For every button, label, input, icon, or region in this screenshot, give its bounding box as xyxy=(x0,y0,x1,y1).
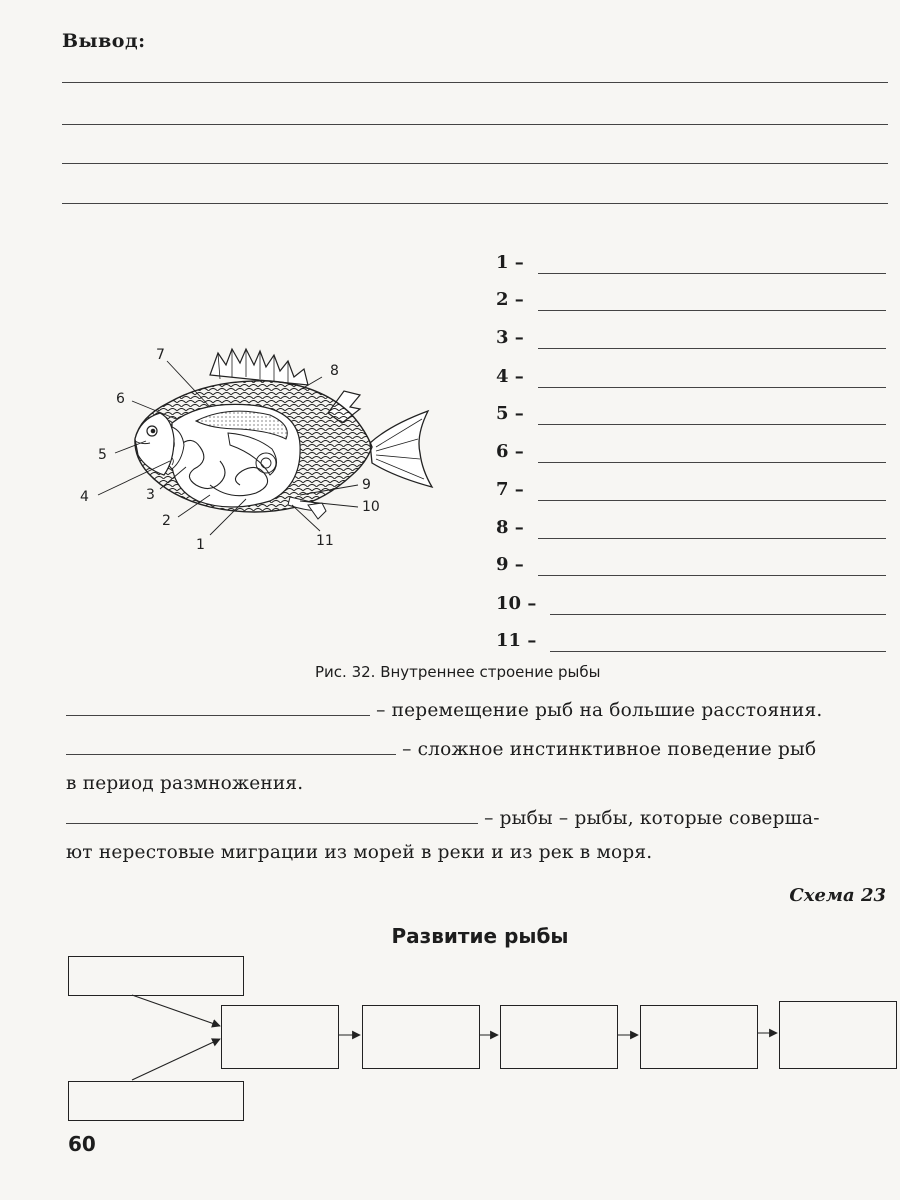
figure-caption: Рис. 32. Внутреннее строение рыбы xyxy=(315,663,601,681)
definition-text: – перемещение рыб на большие расстояния. xyxy=(376,700,823,721)
answer-number: 8 – xyxy=(496,517,524,538)
answer-line[interactable] xyxy=(550,651,886,652)
answer-row-5 xyxy=(496,403,890,427)
answer-number: 9 – xyxy=(496,554,524,575)
definition-migration xyxy=(66,694,896,728)
dorsal-fin xyxy=(210,349,308,385)
answer-number: 6 – xyxy=(496,441,524,462)
answer-line[interactable] xyxy=(538,273,886,274)
answer-number: 3 – xyxy=(496,327,524,348)
fig-label-9: 9 xyxy=(362,477,371,493)
fill-in-blank[interactable] xyxy=(66,809,478,824)
tail-fin xyxy=(370,411,432,487)
answer-row-2 xyxy=(496,289,890,313)
answer-row-3 xyxy=(496,327,890,351)
fish-head xyxy=(135,413,174,475)
answer-line[interactable] xyxy=(538,387,886,388)
scheme-arrows xyxy=(0,940,900,1140)
fill-in-blank[interactable] xyxy=(66,701,370,716)
answer-line[interactable] xyxy=(538,538,886,539)
definition-text: ют нерестовые миграции из морей в реки и из рек в моря. xyxy=(66,842,653,863)
fig-label-11: 11 xyxy=(316,533,334,549)
answer-line[interactable] xyxy=(538,500,886,501)
definition-spawning xyxy=(66,733,896,801)
definition-text: в период размножения. xyxy=(66,773,304,794)
arrow xyxy=(132,995,220,1026)
fig-label-5: 5 xyxy=(98,447,107,463)
answer-line[interactable] xyxy=(538,310,886,311)
answer-line[interactable] xyxy=(538,462,886,463)
answer-line[interactable] xyxy=(538,424,886,425)
answer-number: 4 – xyxy=(496,366,524,387)
answer-number: 5 – xyxy=(496,403,524,424)
fig-label-6: 6 xyxy=(116,391,125,407)
page-number: 60 xyxy=(68,1132,96,1156)
answer-number: 7 – xyxy=(496,479,524,500)
fill-in-blank[interactable] xyxy=(66,740,396,755)
definition-text: – сложное инстинктивное поведение рыб xyxy=(402,739,817,760)
answer-number: 10 – xyxy=(496,593,537,614)
answer-row-8 xyxy=(496,517,890,541)
definition-text: – рыбы – рыбы, которые соверша- xyxy=(484,808,820,829)
conclusion-line-4[interactable] xyxy=(62,203,888,204)
fish-diagram xyxy=(60,335,460,560)
fig-label-4: 4 xyxy=(80,489,89,505)
answer-row-6 xyxy=(496,441,890,465)
arrow xyxy=(132,1039,220,1080)
scheme-label: Схема 23 xyxy=(789,885,886,906)
answer-row-10 xyxy=(496,593,890,617)
answer-number: 11 – xyxy=(496,630,537,651)
fig-label-1: 1 xyxy=(196,537,205,553)
fig-label-2: 2 xyxy=(162,513,171,529)
fig-label-3: 3 xyxy=(146,487,155,503)
fig-label-7: 7 xyxy=(156,347,165,363)
answer-row-9 xyxy=(496,554,890,578)
answer-number: 1 – xyxy=(496,252,524,273)
scheme-title: Развитие рыбы xyxy=(391,924,569,948)
conclusion-line-2[interactable] xyxy=(62,124,888,125)
answer-row-1 xyxy=(496,252,890,276)
definition-anadromous xyxy=(66,802,896,870)
fig-label-10: 10 xyxy=(362,499,380,515)
fig-label-8: 8 xyxy=(330,363,339,379)
answer-line[interactable] xyxy=(538,348,886,349)
answer-row-4 xyxy=(496,366,890,390)
answer-line[interactable] xyxy=(550,614,886,615)
answer-row-7 xyxy=(496,479,890,503)
answer-row-11 xyxy=(496,630,890,654)
answer-number: 2 – xyxy=(496,289,524,310)
conclusion-title: Вывод: xyxy=(62,30,146,52)
conclusion-line-3[interactable] xyxy=(62,163,888,164)
answer-line[interactable] xyxy=(538,575,886,576)
conclusion-line-1[interactable] xyxy=(62,82,888,83)
